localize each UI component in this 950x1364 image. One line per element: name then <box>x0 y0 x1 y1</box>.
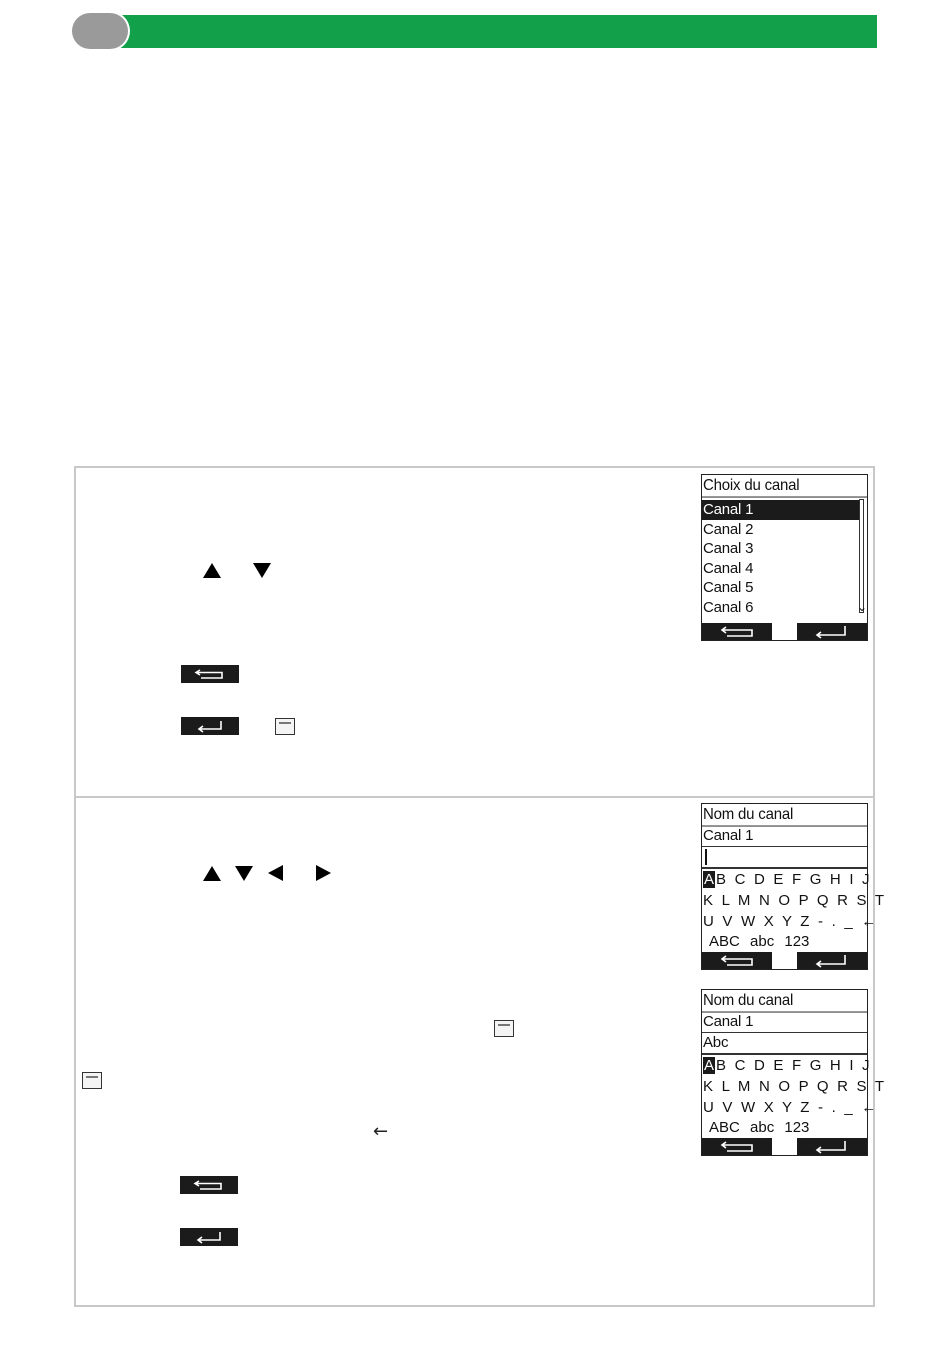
softkey-bar <box>702 952 867 969</box>
backspace-arrow-icon: ← <box>373 1121 389 1142</box>
name-input-value: Abc <box>703 1034 729 1051</box>
channel-item[interactable]: Canal 6 <box>703 598 754 616</box>
current-name: Canal 1 <box>702 1012 867 1033</box>
screen-title: Nom du canal <box>702 989 867 1012</box>
screen-title: Nom du canal <box>702 803 867 826</box>
softkey-bar <box>702 623 867 640</box>
enter-softkey[interactable] <box>797 1138 867 1155</box>
channel-item-selected[interactable]: Canal 1 <box>702 500 859 520</box>
up-arrow-icon <box>203 563 221 578</box>
enter-softkey[interactable] <box>797 623 867 640</box>
channel-item[interactable]: Canal 3 <box>703 540 754 557</box>
ok-key-icon <box>275 718 295 735</box>
keyboard-row-1[interactable] <box>702 1055 872 1076</box>
enter-softkey[interactable] <box>797 952 867 969</box>
keyboard-modes[interactable]: ABC abc 123 <box>709 933 810 950</box>
right-arrow-icon <box>316 865 331 881</box>
text-cursor <box>705 849 707 865</box>
keyboard-row-3[interactable]: U V W X Y Z - . _ ← <box>703 913 879 930</box>
back-softkey[interactable] <box>702 623 772 640</box>
keyboard-keys[interactable]: B C D E F G H I J <box>716 1057 872 1074</box>
keyboard-row-1[interactable] <box>702 869 872 890</box>
keyboard-row-3[interactable]: U V W X Y Z - . _ ← <box>703 1099 879 1116</box>
enter-softkey-icon <box>180 1228 238 1246</box>
channel-name-screen-typed <box>701 989 887 1156</box>
key-selected[interactable]: A <box>704 871 715 888</box>
current-name: Canal 1 <box>702 826 867 847</box>
back-softkey-icon <box>180 1176 238 1194</box>
name-input[interactable] <box>702 847 867 869</box>
channel-name-screen-empty <box>701 803 887 970</box>
left-arrow-icon <box>268 865 283 881</box>
chapter-badge <box>72 13 128 49</box>
down-arrow-icon <box>253 563 271 578</box>
back-softkey[interactable] <box>702 1138 772 1155</box>
ok-key-icon <box>82 1072 102 1089</box>
key-selected[interactable]: A <box>704 1057 715 1074</box>
keyboard-row-2[interactable]: K L M N O P Q R S T <box>703 1078 887 1095</box>
channel-choice-screen <box>701 474 868 641</box>
name-input[interactable] <box>702 1033 867 1055</box>
header-bar <box>112 15 877 48</box>
back-softkey[interactable] <box>702 952 772 969</box>
ok-key-icon <box>494 1020 514 1037</box>
keyboard-row-2[interactable]: K L M N O P Q R S T <box>703 892 887 909</box>
enter-softkey-icon <box>181 717 239 735</box>
scrollbar[interactable] <box>859 499 864 613</box>
softkey-bar <box>702 1138 867 1155</box>
keyboard-keys[interactable]: B C D E F G H I J <box>716 871 872 888</box>
back-softkey-icon <box>181 665 239 683</box>
channel-item[interactable]: Canal 5 <box>703 579 754 596</box>
up-arrow-icon <box>203 866 221 881</box>
keyboard-modes[interactable]: ABC abc 123 <box>709 1119 810 1136</box>
channel-item[interactable]: Canal 4 <box>703 559 754 577</box>
down-arrow-icon <box>235 866 253 881</box>
screen-title: Choix du canal <box>702 474 867 497</box>
more-below-icon: ⌄ <box>856 600 867 614</box>
channel-item[interactable]: Canal 2 <box>703 520 754 538</box>
